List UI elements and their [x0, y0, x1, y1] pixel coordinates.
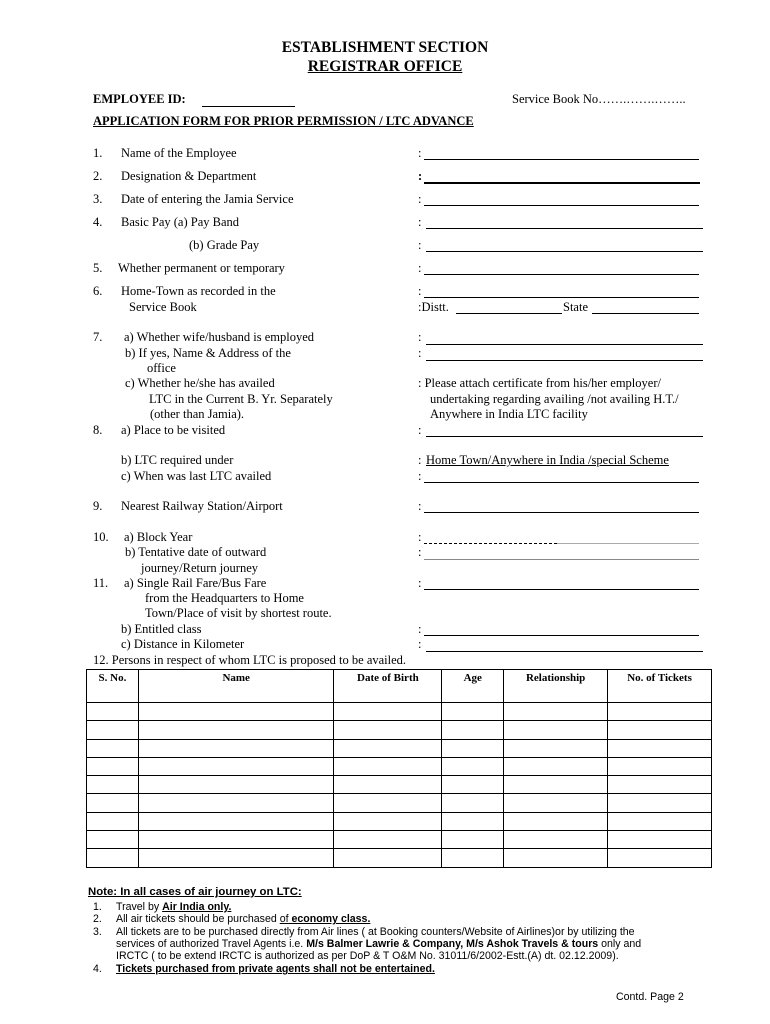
field-num: 3.: [93, 192, 103, 206]
distance-field[interactable]: [426, 651, 703, 652]
table-row: [87, 794, 712, 812]
field-label-tentative-date: b) Tentative date of outward: [125, 545, 267, 559]
table-cell[interactable]: [87, 739, 139, 757]
field-label-spouse-office: b) If yes, Name & Address of the: [125, 346, 291, 360]
field-colon: :: [418, 346, 422, 360]
field-colon: :: [418, 192, 422, 206]
spouse-office-field[interactable]: [426, 360, 703, 361]
table-cell[interactable]: [442, 849, 504, 867]
field-label-last-ltc: c) When was last LTC availed: [121, 469, 272, 483]
table-cell[interactable]: [504, 812, 608, 830]
block-year-field-ext[interactable]: [557, 543, 699, 544]
field-label-permanent: Whether permanent or temporary: [118, 261, 285, 275]
designation-field[interactable]: [424, 182, 700, 184]
table-row: [87, 757, 712, 775]
field-colon: :: [418, 545, 422, 559]
field-colon: :: [418, 453, 422, 467]
form-title: APPLICATION FORM FOR PRIOR PERMISSION / LTC ADVANCE: [93, 114, 474, 128]
table-row: [87, 776, 712, 794]
continued-page: Contd. Page 2: [616, 991, 684, 1003]
field-label-spouse-employed: a) Whether wife/husband is employed: [124, 330, 314, 344]
block-year-field[interactable]: [424, 543, 557, 544]
state-label: State: [563, 300, 588, 314]
note-3-text-a: services of authorized Travel Agents i.e.: [116, 938, 307, 950]
col-header-name: Name: [138, 670, 334, 703]
attach-note-2: undertaking regarding availing /not availing H.T./: [430, 392, 679, 406]
table-cell[interactable]: [87, 721, 139, 739]
employee-id-label: EMPLOYEE ID:: [93, 92, 186, 106]
table-cell[interactable]: [334, 703, 442, 721]
table-cell[interactable]: [504, 757, 608, 775]
persons-heading: 12. Persons in respect of whom LTC is proposed to be availed.: [93, 653, 407, 667]
table-cell[interactable]: [334, 739, 442, 757]
table-cell[interactable]: [138, 739, 334, 757]
table-cell[interactable]: [87, 794, 139, 812]
table-cell[interactable]: [504, 831, 608, 849]
table-cell[interactable]: [87, 831, 139, 849]
table-row: [87, 849, 712, 867]
tentative-date-field[interactable]: [424, 559, 699, 560]
table-cell[interactable]: [442, 739, 504, 757]
note-3-agents: M/s Balmer Lawrie & Company, M/s Ashok Travels & tours: [306, 938, 599, 950]
note-item-3-line3: IRCTC ( to be extend IRCTC is authorized as per DoP & T O&M No. 31011/6/2002-Estt.(A) dt. 02.12.2009).: [116, 950, 619, 962]
table-cell[interactable]: [608, 703, 712, 721]
field-num: 2.: [93, 169, 103, 183]
field-colon: :: [418, 215, 422, 229]
table-cell[interactable]: [334, 831, 442, 849]
note-2-text: All air tickets should be purchased: [116, 913, 280, 925]
table-cell[interactable]: [138, 812, 334, 830]
field-colon: :: [418, 622, 422, 636]
table-cell[interactable]: [608, 812, 712, 830]
table-row: [87, 703, 712, 721]
note-num: 2.: [93, 913, 102, 925]
table-cell[interactable]: [442, 776, 504, 794]
table-cell[interactable]: [442, 721, 504, 739]
office-title: ESTABLISHMENT SECTION: [281, 39, 489, 56]
field-num: 6.: [93, 284, 103, 298]
table-cell[interactable]: [608, 831, 712, 849]
table-cell[interactable]: [504, 721, 608, 739]
field-label-fare: a) Single Rail Fare/Bus Fare: [124, 576, 267, 590]
field-colon: :: [418, 469, 422, 483]
note-item-2: [116, 913, 370, 925]
table-cell[interactable]: [504, 703, 608, 721]
field-label-fare-2: from the Headquarters to Home: [145, 591, 304, 605]
field-colon: :: [418, 576, 422, 590]
field-colon: :: [418, 169, 423, 183]
field-num: 1.: [93, 146, 103, 160]
col-header-sno: S. No.: [87, 670, 139, 703]
table-cell[interactable]: [608, 776, 712, 794]
distt-field[interactable]: [456, 313, 562, 314]
distt-label: :Distt.: [418, 300, 449, 314]
note-1-text: Travel by: [116, 901, 163, 913]
table-cell[interactable]: [334, 721, 442, 739]
table-cell[interactable]: [608, 721, 712, 739]
note-item-1: [116, 901, 231, 913]
employee-id-field[interactable]: [202, 106, 295, 107]
employee-name-field[interactable]: [424, 159, 699, 160]
field-label-home-town: Home-Town as recorded in the: [121, 284, 276, 298]
field-num: 10.: [93, 530, 109, 544]
table-cell[interactable]: [442, 794, 504, 812]
field-num: 11.: [93, 576, 109, 590]
field-label-home-town-2: Service Book: [129, 300, 197, 314]
office-subtitle: REGISTRAR OFFICE: [307, 58, 463, 75]
table-cell[interactable]: [138, 703, 334, 721]
table-cell[interactable]: [442, 831, 504, 849]
note-3-text-c: only and: [598, 938, 642, 950]
field-colon: :: [418, 330, 422, 344]
note-item-3-line2: [116, 938, 641, 950]
place-visit-field[interactable]: [426, 436, 703, 437]
table-cell[interactable]: [504, 739, 608, 757]
field-colon: :: [418, 238, 422, 252]
field-label-entitled-class: b) Entitled class: [121, 622, 202, 636]
table-row: [87, 739, 712, 757]
table-cell[interactable]: [608, 739, 712, 757]
note-2-bold: economy class.: [288, 913, 371, 925]
permanent-field[interactable]: [424, 274, 699, 275]
field-num: 9.: [93, 499, 103, 513]
table-row: [87, 831, 712, 849]
pay-band-field[interactable]: [426, 228, 703, 229]
field-label-block-year: a) Block Year: [124, 530, 193, 544]
field-colon: :: [418, 284, 422, 298]
fare-field[interactable]: [424, 589, 699, 590]
field-label-availed: c) Whether he/she has availed: [125, 376, 275, 390]
note-1-bold: Air India only.: [162, 901, 232, 913]
field-label-availed-2: LTC in the Current B. Yr. Separately: [149, 392, 333, 406]
persons-table: [86, 669, 712, 868]
spouse-employed-field[interactable]: [426, 344, 703, 345]
field-label-name: Name of the Employee: [121, 146, 237, 160]
field-num: 5.: [93, 261, 103, 275]
table-cell[interactable]: [138, 794, 334, 812]
field-label-pay-band: Basic Pay (a) Pay Band: [121, 215, 240, 229]
note-num: 4.: [93, 963, 102, 975]
table-cell[interactable]: [334, 812, 442, 830]
note-2-of: of: [279, 913, 289, 925]
field-label-distance: c) Distance in Kilometer: [121, 637, 245, 651]
last-ltc-field[interactable]: [424, 482, 699, 483]
table-cell[interactable]: [442, 757, 504, 775]
table-row: [87, 721, 712, 739]
table-row: [87, 812, 712, 830]
table-cell[interactable]: [608, 849, 712, 867]
entitled-class-field[interactable]: [424, 635, 699, 636]
field-label-spouse-office-2: office: [147, 361, 176, 375]
table-cell[interactable]: [608, 794, 712, 812]
field-colon: :: [418, 499, 422, 513]
col-header-tickets: No. of Tickets: [608, 670, 712, 703]
field-label-availed-3: (other than Jamia).: [150, 407, 245, 421]
table-cell[interactable]: [87, 812, 139, 830]
table-cell[interactable]: [138, 757, 334, 775]
table-cell[interactable]: [138, 849, 334, 867]
table-cell[interactable]: [87, 703, 139, 721]
field-label-designation: Designation & Department: [121, 169, 257, 183]
field-colon: :: [418, 423, 422, 437]
col-header-relationship: Relationship: [504, 670, 608, 703]
field-label-tentative-date-2: journey/Return journey: [141, 561, 258, 575]
table-cell[interactable]: [334, 794, 442, 812]
col-header-dob: Date of Birth: [334, 670, 442, 703]
note-item-4: Tickets purchased from private agents shall not be entertained.: [116, 963, 435, 975]
note-item-3-line1: All tickets are to be purchased directly from Air lines ( at Booking counters/Website of Airlines)or by utilizing the: [116, 926, 635, 938]
table-cell[interactable]: [334, 849, 442, 867]
date-entering-field[interactable]: [424, 205, 699, 206]
note-title: Note: In all cases of air journey on LTC:: [88, 886, 302, 898]
table-cell[interactable]: [442, 812, 504, 830]
field-label-place-visit: a) Place to be visited: [121, 423, 226, 437]
col-header-age: Age: [442, 670, 504, 703]
table-cell[interactable]: [138, 776, 334, 794]
service-book-number: Service Book No…….…….……..: [512, 92, 686, 106]
field-colon: :: [418, 637, 422, 651]
table-cell[interactable]: [138, 721, 334, 739]
field-num: 8.: [93, 423, 103, 437]
railway-field[interactable]: [424, 512, 699, 513]
table-cell[interactable]: [138, 831, 334, 849]
home-town-field[interactable]: [424, 297, 699, 298]
field-num: 7.: [93, 330, 103, 344]
table-cell[interactable]: [334, 776, 442, 794]
persons-table-header: [87, 670, 712, 703]
field-label-date-entering: Date of entering the Jamia Service: [121, 192, 294, 206]
note-num: 3.: [93, 926, 102, 938]
field-colon: :: [418, 530, 422, 544]
field-colon: :: [418, 146, 422, 160]
field-label-fare-3: Town/Place of visit by shortest route.: [145, 606, 332, 620]
attach-note-1: : Please attach certificate from his/her employer/: [418, 376, 661, 390]
table-cell[interactable]: [334, 757, 442, 775]
field-label-ltc-under: b) LTC required under: [121, 453, 234, 467]
field-num: 4.: [93, 215, 103, 229]
field-label-railway: Nearest Railway Station/Airport: [121, 499, 283, 513]
table-cell[interactable]: [504, 776, 608, 794]
field-label-grade-pay: (b) Grade Pay: [189, 238, 260, 252]
ltc-scheme-value: Home Town/Anywhere in India /special Scheme: [426, 453, 669, 467]
table-cell[interactable]: [608, 757, 712, 775]
table-cell[interactable]: [442, 703, 504, 721]
table-cell[interactable]: [504, 849, 608, 867]
table-cell[interactable]: [87, 849, 139, 867]
note-num: 1.: [93, 901, 102, 913]
table-cell[interactable]: [87, 757, 139, 775]
field-colon: :: [418, 261, 422, 275]
grade-pay-field[interactable]: [426, 251, 703, 252]
state-field[interactable]: [592, 313, 699, 314]
table-cell[interactable]: [87, 776, 139, 794]
attach-note-3: Anywhere in India LTC facility: [430, 407, 588, 421]
table-cell[interactable]: [504, 794, 608, 812]
